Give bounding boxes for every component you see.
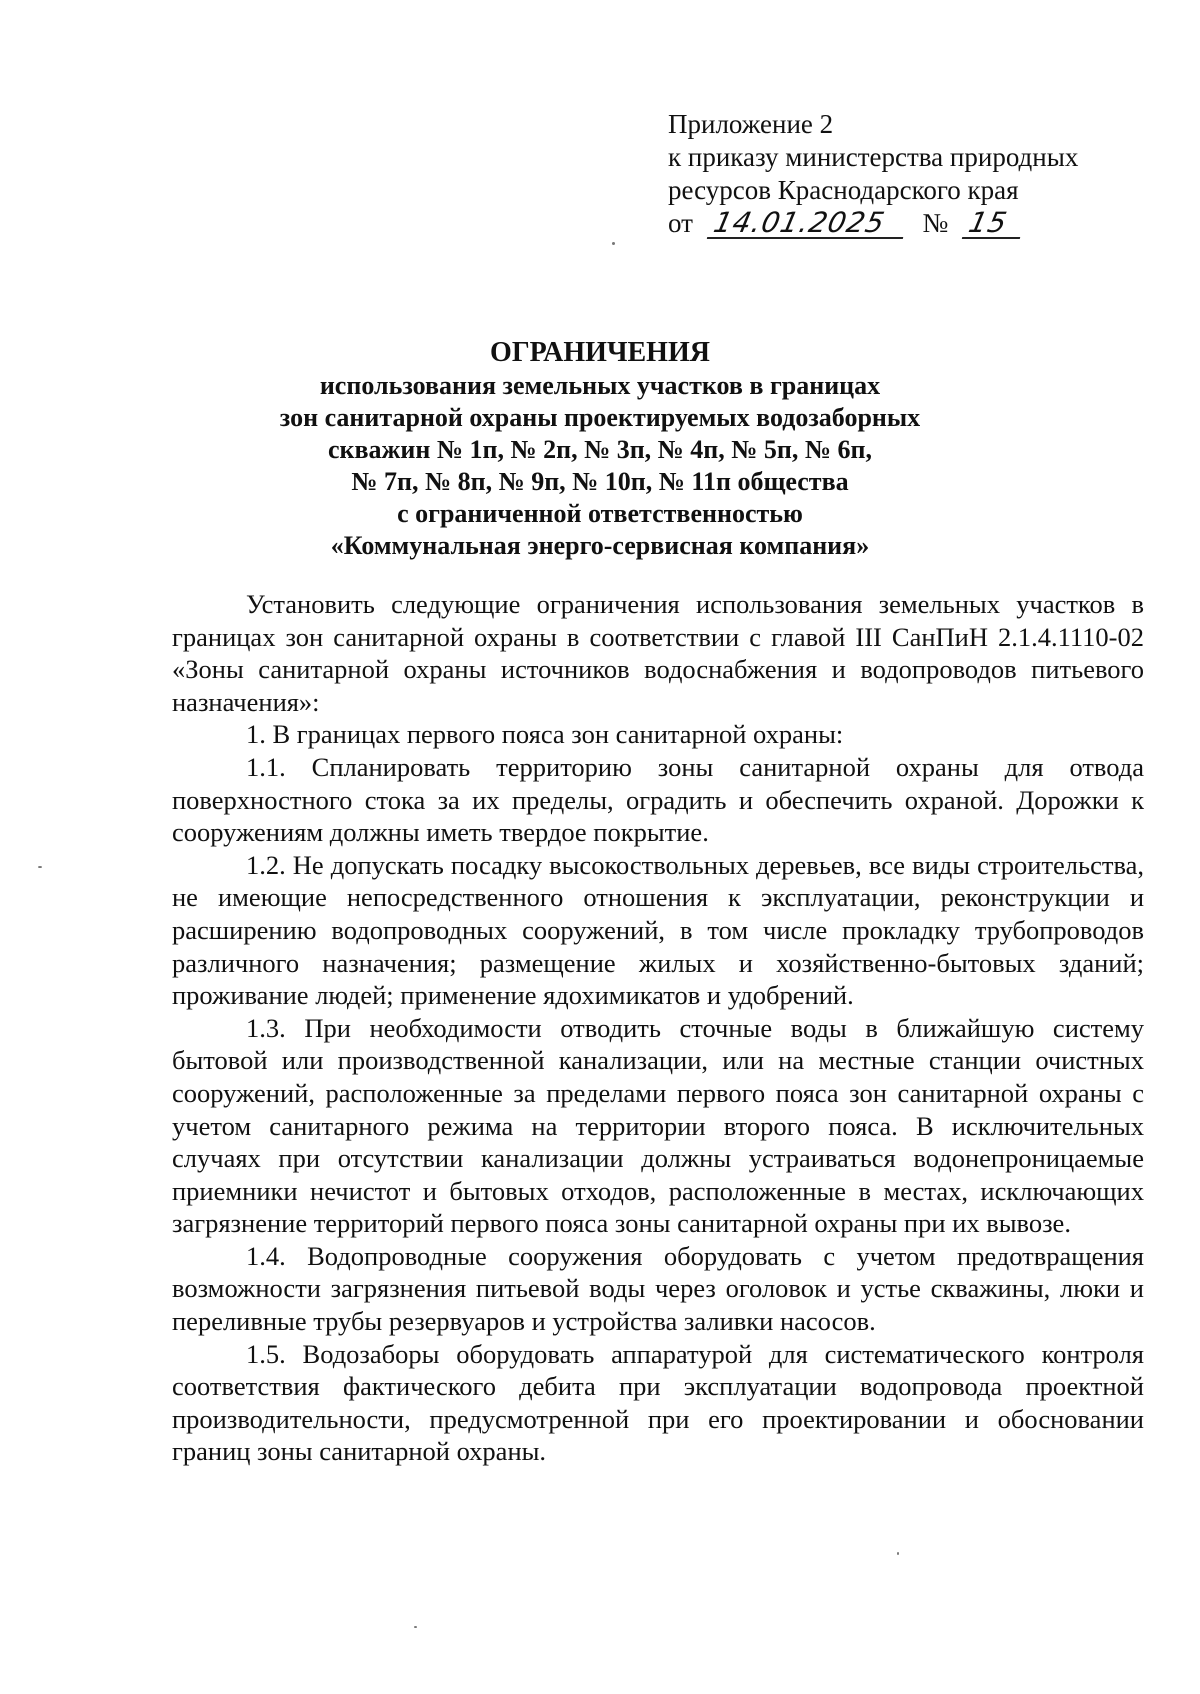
title-line: № 7п, № 8п, № 9п, № 10п, № 11п общества	[351, 467, 849, 496]
title-line: скважин № 1п, № 2п, № 3п, № 4п, № 5п, № 6п,	[327, 435, 873, 464]
handwritten-number: 15	[962, 209, 1026, 239]
appendix-date-line	[668, 207, 1138, 240]
appendix-line-1: Приложение 2	[668, 109, 834, 139]
clause-1-4: 1.4. Водопроводные сооружения оборудовать с учетом предотвращения возможности загрязнения питьевой воды через оголовок и устье скважины, люки и переливные трубы резервуаров и устройства заливки насосов.	[172, 1240, 1144, 1337]
clause-1-3: 1.3. При необходимости отводить сточные воды в ближайшую систему бытовой или производственной канализации, или на местные станции очистных сооружений, расположенные за пределами первого пояса зон санитарной охраны с учетом санитарного режима на территории второго пояса. В исключительных случаях при отсутствии канализации должны устраиваться водонепроницаемые приемники нечистот и бытовых отходов, расположенные в местах, исключающих загрязнение территорий первого пояса зоны санитарной охраны при их вывозе.	[172, 1012, 1144, 1239]
clause-1-5: 1.5. Водозаборы оборудовать аппаратурой для систематического контроля соответствия фактического дебита при эксплуатации водопровода проектной производительности, предусмотренной при его проектировании и обосновании границ зоны санитарной охраны.	[172, 1338, 1144, 1467]
appendix-line-2: к приказу министерства природных	[668, 142, 1079, 172]
scan-speck	[38, 866, 42, 868]
title-line: «Коммунальная энерго-сервисная компания»	[330, 531, 870, 560]
document-title	[100, 336, 1100, 562]
date-prefix: от	[668, 208, 693, 238]
scan-speck	[414, 1626, 417, 1628]
handwritten-date: 14.01.2025	[707, 209, 909, 239]
scan-speck	[612, 242, 615, 245]
clause-1-2: 1.2. Не допускать посадку высокоствольных деревьев, все виды строительства, не имеющие непосредственного отношения к эксплуатации, реконструкции и расширению водопроводных сооружений, в том числе прокладку трубопроводов различного назначения; размещение жилых и хозяйственно-бытовых зданий; проживание людей; применение ядохимикатов и удобрений.	[172, 849, 1144, 1011]
clause-1-1: 1.1. Спланировать территорию зоны санитарной охраны для отвода поверхностного стока за их пределы, оградить и обеспечить охраной. Дорожки к сооружениям должны иметь твердое покрытие.	[172, 751, 1144, 848]
scan-speck	[897, 1552, 899, 1555]
title-main: ОГРАНИЧЕНИЯ	[490, 337, 710, 368]
document-body	[172, 588, 1144, 1468]
intro-paragraph: Установить следующие ограничения использования земельных участков в границах зон санитарной охраны в соответствии с главой III СанПиН 2.1.4.1110-02 «Зоны санитарной охраны источников водоснабжения и водопроводов питьевого назначения»:	[172, 589, 1144, 717]
title-line: с ограниченной ответственностью	[397, 499, 803, 528]
title-line: использования земельных участков в границах	[319, 371, 881, 400]
appendix-line-3: ресурсов Краснодарского края	[668, 175, 1019, 205]
section-1-heading: 1. В границах первого пояса зон санитарной охраны:	[246, 719, 844, 750]
number-label: №	[922, 208, 949, 238]
title-line: зон санитарной охраны проектируемых водозаборных	[279, 403, 921, 432]
appendix-block	[668, 108, 1138, 240]
